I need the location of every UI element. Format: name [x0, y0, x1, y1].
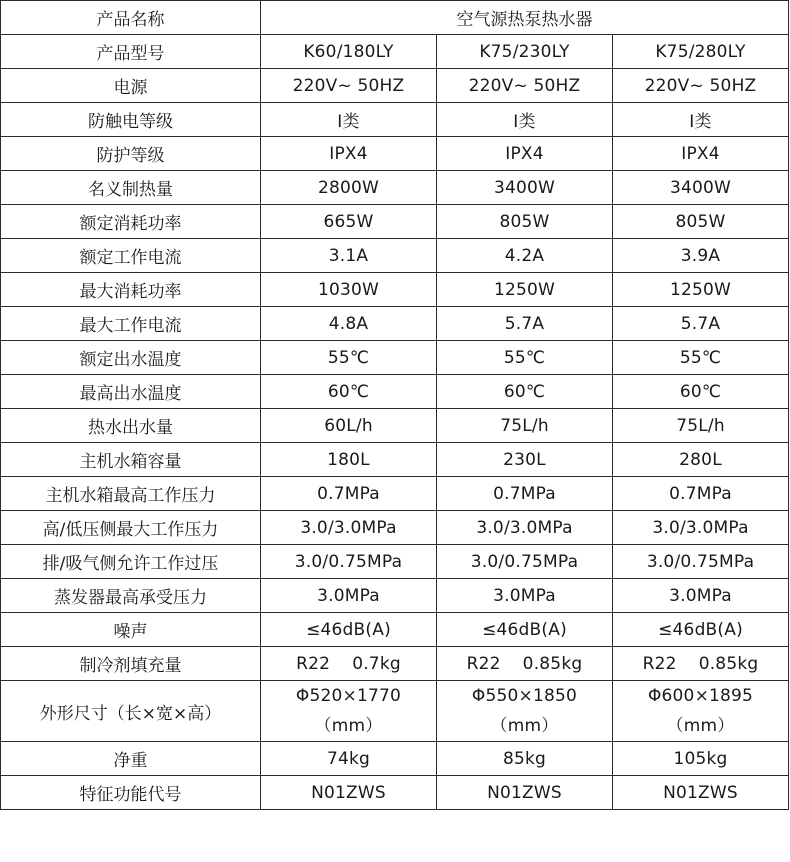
- row-value: 3.0/0.75MPa: [437, 545, 613, 579]
- row-label: 最大工作电流: [1, 307, 261, 341]
- row-value: 3400W: [613, 171, 789, 205]
- table-row: [1, 239, 789, 273]
- row-value: 1250W: [613, 273, 789, 307]
- table-row: [1, 375, 789, 409]
- row-label: 防触电等级: [1, 103, 261, 137]
- row-label: 外形尺寸（长×宽×高）: [1, 681, 261, 742]
- refrigerant-value: [437, 647, 613, 681]
- row-value: N01ZWS: [613, 776, 789, 810]
- row-value: 180L: [261, 443, 437, 477]
- refrigerant-type: R22: [466, 653, 501, 674]
- row-label: 高/低压侧最大工作压力: [1, 511, 261, 545]
- dimension-unit: （mm）: [666, 716, 735, 736]
- row-label: 主机水箱容量: [1, 443, 261, 477]
- row-value: 4.2A: [437, 239, 613, 273]
- row-value: K75/230LY: [437, 35, 613, 69]
- row-label: 名义制热量: [1, 171, 261, 205]
- table-row: [1, 579, 789, 613]
- dimension-size: Φ550×1850: [471, 686, 578, 706]
- row-value: 220V~ 50HZ: [437, 69, 613, 103]
- row-value: 665W: [261, 205, 437, 239]
- row-value: 3.0/3.0MPa: [261, 511, 437, 545]
- row-label: 制冷剂填充量: [1, 647, 261, 681]
- row-value: ≤46dB(A): [261, 613, 437, 647]
- table-row: [1, 409, 789, 443]
- header-label: 产品名称: [1, 1, 261, 35]
- table-row: [1, 205, 789, 239]
- table-header-row: [1, 1, 789, 35]
- row-value: 60℃: [261, 375, 437, 409]
- dimension-unit: （mm）: [314, 716, 383, 736]
- row-value: 3.0/0.75MPa: [613, 545, 789, 579]
- row-value: 75L/h: [613, 409, 789, 443]
- refrigerant-amount: 0.7kg: [352, 653, 401, 674]
- row-value: 805W: [437, 205, 613, 239]
- row-value: 3.0MPa: [613, 579, 789, 613]
- dimension-value: [437, 681, 613, 742]
- dimension-size: Φ600×1895: [647, 686, 754, 706]
- row-value: 5.7A: [613, 307, 789, 341]
- row-label: 噪声: [1, 613, 261, 647]
- table-row: [1, 103, 789, 137]
- table-row: [1, 273, 789, 307]
- row-value: 55℃: [613, 341, 789, 375]
- row-value: Ⅰ类: [613, 103, 789, 137]
- table-row: [1, 341, 789, 375]
- row-value: 2800W: [261, 171, 437, 205]
- row-label: 防护等级: [1, 137, 261, 171]
- dimension-value: [613, 681, 789, 742]
- refrigerant-value: [613, 647, 789, 681]
- dimension-block: [261, 681, 436, 741]
- row-value: 60℃: [613, 375, 789, 409]
- row-value: 3.1A: [261, 239, 437, 273]
- table-row: [1, 171, 789, 205]
- table-row: [1, 776, 789, 810]
- dimension-block: [437, 681, 612, 741]
- row-label: 特征功能代号: [1, 776, 261, 810]
- row-value: 0.7MPa: [613, 477, 789, 511]
- row-label: 产品型号: [1, 35, 261, 69]
- row-value: 3.9A: [613, 239, 789, 273]
- row-value: 3.0MPa: [437, 579, 613, 613]
- refrigerant-amount: 0.85kg: [698, 653, 759, 674]
- row-value: 0.7MPa: [437, 477, 613, 511]
- row-label: 排/吸气侧允许工作过压: [1, 545, 261, 579]
- refrigerant-type: R22: [642, 653, 677, 674]
- row-label: 最高出水温度: [1, 375, 261, 409]
- row-label: 电源: [1, 69, 261, 103]
- table-row-refrigerant: [1, 647, 789, 681]
- dimension-size: Φ520×1770: [295, 686, 402, 706]
- row-value: 230L: [437, 443, 613, 477]
- refrigerant-type: R22: [296, 653, 331, 674]
- row-value: ≤46dB(A): [437, 613, 613, 647]
- row-value: K75/280LY: [613, 35, 789, 69]
- row-value: 60L/h: [261, 409, 437, 443]
- row-label: 主机水箱最高工作压力: [1, 477, 261, 511]
- dimension-block: [613, 681, 788, 741]
- row-label: 额定出水温度: [1, 341, 261, 375]
- table-row: [1, 742, 789, 776]
- row-value: 0.7MPa: [261, 477, 437, 511]
- row-label: 最大消耗功率: [1, 273, 261, 307]
- row-label: 净重: [1, 742, 261, 776]
- row-label: 额定工作电流: [1, 239, 261, 273]
- row-value: 105kg: [613, 742, 789, 776]
- row-value: 55℃: [437, 341, 613, 375]
- row-value: 4.8A: [261, 307, 437, 341]
- row-value: IPX4: [613, 137, 789, 171]
- row-value: 1250W: [437, 273, 613, 307]
- refrigerant-amount: 0.85kg: [522, 653, 583, 674]
- row-value: 3.0/0.75MPa: [261, 545, 437, 579]
- row-value: Ⅰ类: [261, 103, 437, 137]
- row-value: K60/180LY: [261, 35, 437, 69]
- product-name-value: 空气源热泵热水器: [261, 1, 789, 35]
- row-value: IPX4: [437, 137, 613, 171]
- row-label: 热水出水量: [1, 409, 261, 443]
- row-value: 220V~ 50HZ: [261, 69, 437, 103]
- table-row-dimensions: [1, 681, 789, 742]
- table-row: [1, 443, 789, 477]
- row-value: 280L: [613, 443, 789, 477]
- table-row: [1, 307, 789, 341]
- row-value: ≤46dB(A): [613, 613, 789, 647]
- row-value: 3.0MPa: [261, 579, 437, 613]
- row-value: 3400W: [437, 171, 613, 205]
- table-row: [1, 137, 789, 171]
- table-row: [1, 545, 789, 579]
- refrigerant-value: [261, 647, 437, 681]
- row-value: 5.7A: [437, 307, 613, 341]
- row-value: Ⅰ类: [437, 103, 613, 137]
- table-row: [1, 69, 789, 103]
- row-value: N01ZWS: [437, 776, 613, 810]
- table-row: [1, 477, 789, 511]
- row-value: 3.0/3.0MPa: [613, 511, 789, 545]
- table-row: [1, 511, 789, 545]
- table-row: [1, 613, 789, 647]
- row-value: 220V~ 50HZ: [613, 69, 789, 103]
- row-value: 3.0/3.0MPa: [437, 511, 613, 545]
- row-value: 75L/h: [437, 409, 613, 443]
- row-value: 805W: [613, 205, 789, 239]
- dimension-unit: （mm）: [490, 716, 559, 736]
- row-value: 60℃: [437, 375, 613, 409]
- row-value: 74kg: [261, 742, 437, 776]
- table-row: [1, 35, 789, 69]
- row-value: IPX4: [261, 137, 437, 171]
- row-label: 蒸发器最高承受压力: [1, 579, 261, 613]
- row-value: 1030W: [261, 273, 437, 307]
- row-value: N01ZWS: [261, 776, 437, 810]
- row-label: 额定消耗功率: [1, 205, 261, 239]
- dimension-value: [261, 681, 437, 742]
- row-value: 85kg: [437, 742, 613, 776]
- row-value: 55℃: [261, 341, 437, 375]
